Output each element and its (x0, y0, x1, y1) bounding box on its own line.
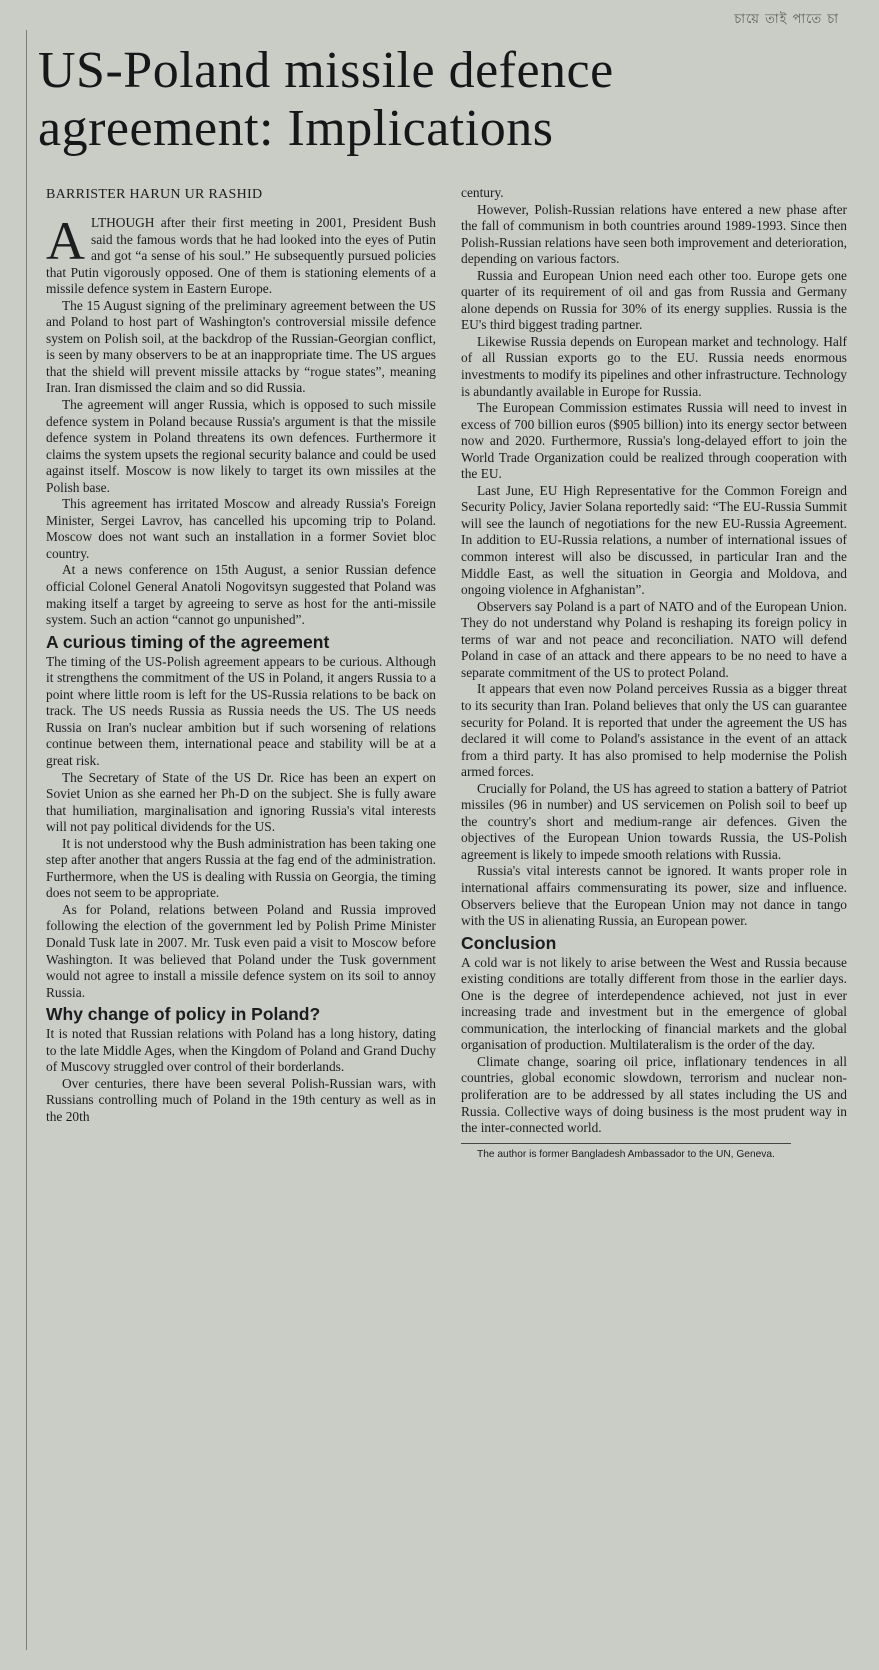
paragraph: This agreement has irritated Moscow and already Russia's Foreign Minister, Sergei Lavrov, has cancelled his upcoming trip to Poland. Moscow does not want such an installation in a former Soviet bloc country. (46, 496, 436, 561)
paragraph: Over centuries, there have been several Polish-Russian wars, with Russians controlling much of Poland in the 19th century as well as in the 20th (46, 1075, 436, 1124)
paragraph: The Secretary of State of the US Dr. Rice has been an expert on Soviet Union as she earned her Ph-D on the subject. She is fully aware that humiliation, marginalisation and ignoring Russia's vital interests will not pay political dividends for the US. (46, 769, 436, 835)
subheading-why-change: Why change of policy in Poland? (46, 1004, 321, 1025)
paragraph: Russia and European Union need each other too. Europe gets one quarter of its requirement of oil and gas from Russia and Germany alone depends on Russia for 30% of its energy supplies. Russia is the EU's third biggest trading partner. (461, 267, 847, 333)
left-column (46, 185, 436, 1655)
article-headline: US-Poland missile defence agreement: Implications (38, 42, 614, 157)
paragraph: The European Commission estimates Russia will need to invest in excess of 700 billion euros ($905 billion) into its energy sector between now and 2020. Furthermore, Russia's long-delayed effort to join the World Trade Organization could be realized through cooperation with the EU. (461, 400, 847, 482)
paragraph: Last June, EU High Representative for the Common Foreign and Security Policy, Javier Solana reportedly said: “The EU-Russia Summit will see the launch of negotiations for the new EU-Russia Agreement. In addition to EU-Russia relations, a number of international issues of common interest will also be discussed, in particular Iran and the Middle East, as well the situation in Georgia and Moldova, and ongoing violence in Afghanistan”. (461, 482, 847, 598)
paragraph: Likewise Russia depends on European market and technology. Half of all Russian exports go to the EU. Russia needs enormous investments to modify its pipelines and other infrastructure. Technology is abundantly available in Europe for Russia. (461, 333, 847, 399)
paragraph: Crucially for Poland, the US has agreed to station a battery of Patriot missiles (96 in number) and US servicemen on Polish soil to beef up the country's short and medium-range air defences. Given the objectives of the European Union towards Russia, the US-Polish agreement is likely to impede smooth relations with Russia. (461, 780, 847, 862)
subheading-conclusion: Conclusion (461, 932, 557, 953)
paragraph: Climate change, soaring oil price, inflationary tendences in all countries, global economic slowdown, terrorism and nuclear non-proliferation are to be addressed by all states including the US and Russia. Collective ways of doing business is the most prudent way in the inter-connected world. (461, 1053, 847, 1136)
paragraph: At a news conference on 15th August, a senior Russian defence official Colonel General Anatoli Nogovitsyn suggested that Poland was making itself a target by agreeing to serve as host for the anti-missile system. Such an action “cannot go unpunished”. (46, 562, 436, 628)
masthead-text: চায়ে তাই পাতে চা (734, 12, 839, 27)
right-column (461, 185, 847, 1655)
paragraph: The agreement will anger Russia, which is opposed to such missile defence system in Poland because Russia's argument is that the missile defence system in Poland threatens its own defences. Furthermore it claims the system upsets the regional security balance and could be used against itself. Moscow is now likely to target its own missiles at the Polish base. (46, 397, 436, 495)
paragraph: Russia's vital interests cannot be ignored. It wants proper role in international affairs commensurating its power, size and influence. Observers believe that the European Union may not dance in tango with the US in alienating Russia, an European power. (461, 863, 847, 929)
paragraph: It is noted that Russian relations with Poland has a long history, dating to the late Middle Ages, when the Kingdom of Poland and Grand Duchy of Muscovy struggled over control of their borderlands. (46, 1026, 436, 1075)
column-edge-line (26, 30, 27, 1650)
paragraph: A cold war is not likely to arise between the West and Russia because existing conditions are totally different from those in the earlier days. One is the degree of interdependence achieved, not just in ever increasing trade and investment but in the emergence of global communication, the interlocking of financial markets and the global organisation of production. Multilateralism is the order of the day. (461, 954, 847, 1053)
paragraph: The timing of the US-Polish agreement appears to be curious. Although it strengthens the commitment of the US in Poland, it angers Russia to a point where little room is left for the US-Russia relations to be back on track. The US needs Russia as Russia needs the US. The US needs Russia on Iran's nuclear ambition but if such worsening of relations continue between them, international peace and stability will be at a great risk. (46, 653, 436, 768)
paragraph: The 15 August signing of the preliminary agreement between the US and Poland to host part of Washington's controversial missile defence system on Polish soil, at the backdrop of the Russian-Georgian conflict, is seen by many observers to be at an inappropriate time. The US argues that the shield will prevent missile attacks by “rogue states”, meaning Iran. Iran dismissed the claim and so did Russia. (46, 297, 436, 396)
paragraph: It appears that even now Poland perceives Russia as a bigger threat to its security than Iran. Poland believes that only the US can guarantee security for Poland. It is reported that under the agreement the US has declared it will come to Poland's assistance in the event of an attack from a third party. It has also promised to help modernise the Polish armed forces. (461, 681, 847, 780)
paragraph: However, Polish-Russian relations have entered a new phase after the fall of communism in both countries around 1989-1993. Since then Polish-Russian relations have seen both improvement and deterioration, depending on various factors. (461, 201, 847, 267)
author-footnote: The author is former Bangladesh Ambassador to the UN, Geneva. (477, 1148, 775, 1160)
subheading-curious-timing: A curious timing of the agreement (46, 631, 330, 652)
paragraph: Observers say Poland is a part of NATO and of the European Union. They do not understand why Poland is reshaping its foreign policy in terms of war and not peace and reconciliation. NATO will defend Poland in case of an attack and there appears to be no need to have a separate commitment of the US to protect Poland. (461, 598, 847, 680)
byline: BARRISTER HARUN UR RASHID (46, 187, 263, 202)
paragraph: century. (461, 185, 504, 200)
paragraph: As for Poland, relations between Poland and Russia improved following the election of the government led by Polish Prime Minister Donald Tusk late in 2007. Mr. Tusk even paid a visit to Moscow before Washington. It was believed that Poland under the Tusk government would not agree to install a missile defence system on its soil to annoy Russia. (46, 901, 436, 1000)
paragraph: It is not understood why the Bush administration has been taking one step after another that angers Russia at the fag end of the administration. Furthermore, when the US is dealing with Russia on Georgia, the timing does not seem to be appropriate. (46, 835, 436, 901)
footnote-divider (461, 1143, 791, 1144)
paragraph: LTHOUGH after their first meeting in 2001, President Bush said the famous words that he had looked into the eyes of Putin and got “a sense of his soul.” He subsequently pursued policies that Putin vigorously opposed. One of them is stationing elements of a missile defence system in Eastern Europe. (46, 215, 436, 297)
drop-cap: A (46, 211, 85, 271)
